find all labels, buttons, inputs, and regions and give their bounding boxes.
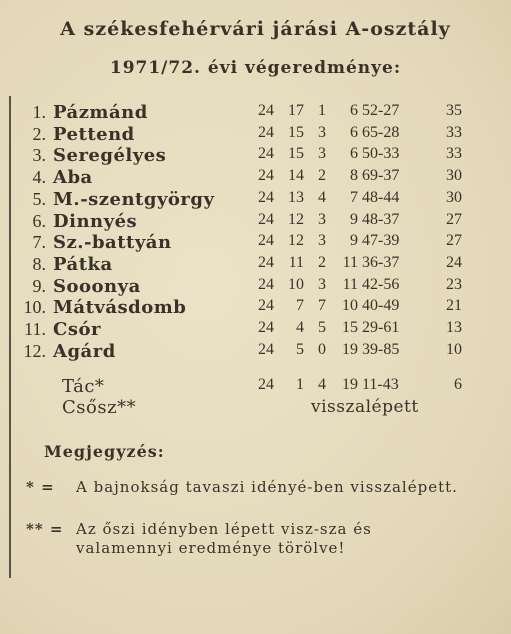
points: 27 [446,210,462,228]
drawn: 4 [318,188,326,206]
won: 7 [296,297,304,315]
drawn: 0 [318,340,326,358]
team-name: Pázmánd [53,102,148,123]
points: 33 [446,123,462,141]
drawn: 7 [318,297,326,315]
rank: 8. [32,253,46,274]
goals: 65-28 [362,123,400,141]
note-mark: * = [26,478,55,496]
points: 24 [446,253,462,271]
lost: 19 [342,376,358,393]
won: 15 [288,145,304,163]
drawn: 3 [318,232,326,250]
lost: 15 [342,319,358,336]
won: 17 [288,102,304,119]
team-name: Csősz** [62,397,137,418]
table-row [0,297,511,319]
drawn: 4 [318,376,326,393]
team-name: Sz.-battyán [53,232,172,254]
table-row [0,167,511,189]
played: 24 [258,275,274,293]
team-name: Dinnyés [53,210,138,232]
lost: 11 [342,253,358,271]
won: 15 [288,123,304,141]
drawn: 3 [318,145,326,163]
lost: 6 [350,102,358,119]
won: 1 [296,376,304,393]
won: 12 [288,210,304,228]
played: 24 [258,297,274,315]
won: 4 [296,319,304,336]
rank: 11. [24,319,46,339]
drawn: 3 [318,275,326,293]
goals: 36-37 [362,253,400,271]
played: 24 [258,376,274,393]
goals: 29-61 [362,319,400,336]
lost: 6 [350,145,358,163]
won: 5 [296,340,304,358]
rank: 10. [23,297,46,318]
table-row [0,102,511,124]
table-row [0,341,511,363]
played: 24 [258,145,274,163]
drawn: 3 [318,123,326,141]
note-text: A bajnokság tavaszi idényé-ben visszalépett. [76,478,458,496]
team-name: Tác* [62,376,105,397]
team-name: Pettend [53,123,135,145]
team-name: Mátvásdomb [53,297,187,319]
team-name: M.-szentgyörgy [53,188,215,210]
played: 24 [258,253,274,271]
goals: 48-44 [362,188,400,206]
table-row [0,254,511,276]
rank: 5. [32,188,46,209]
rank: 1. [32,102,46,122]
rank: 4. [32,167,46,188]
drawn: 3 [318,210,326,228]
heading-line-1: A székesfehérvári járási A-osztály [60,18,451,40]
points: 30 [446,167,462,185]
table-row [0,145,511,167]
drawn: 5 [318,319,326,336]
played: 24 [258,188,274,206]
lost: 10 [342,297,358,315]
goals: 11-43 [362,376,399,393]
drawn: 2 [318,167,326,185]
points: 33 [446,145,462,163]
points: 6 [454,376,462,393]
lost: 8 [350,167,358,185]
goals: 50-33 [362,145,400,163]
notes-heading: Megjegyzés: [44,442,165,461]
points: 13 [446,319,462,336]
heading-line-2: 1971/72. évi végeredménye: [109,58,402,78]
played: 24 [258,340,274,358]
goals: 69-37 [362,167,400,185]
lost: 11 [342,275,358,293]
won: 11 [288,253,304,271]
rank: 3. [32,145,46,166]
won: 10 [288,275,304,293]
table-row [0,276,511,298]
rank: 2. [32,123,46,144]
withdrawn-status: visszalépett [311,397,419,417]
lost: 19 [342,340,358,358]
note-text: Az őszi idényben lépett visz-sza és valamennyi eredménye törölve! [76,520,372,557]
goals: 42-56 [362,275,400,293]
table-row [0,319,511,341]
lost: 9 [350,232,358,250]
won: 13 [288,188,304,206]
played: 24 [258,123,274,141]
team-name: Pátka [53,253,113,275]
table-row [0,189,511,211]
played: 24 [258,232,274,250]
lost: 9 [350,210,358,228]
rank: 9. [32,275,46,296]
rank: 6. [32,210,46,231]
points: 10 [446,340,462,358]
lost: 7 [350,188,358,206]
rank: 7. [32,232,46,253]
goals: 39-85 [362,340,400,358]
note-mark: ** = [26,520,64,538]
played: 24 [258,102,274,119]
table-row [0,124,511,146]
won: 12 [288,232,304,250]
lost: 6 [350,123,358,141]
played: 24 [258,319,274,336]
points: 30 [446,188,462,206]
extra-row-tac [0,376,511,398]
goals: 40-49 [362,297,400,315]
team-name: Aba [53,167,93,189]
team-name: Csór [53,319,101,340]
played: 24 [258,167,274,185]
points: 21 [446,297,462,315]
goals: 47-39 [362,232,400,250]
won: 14 [288,167,304,185]
points: 27 [446,232,462,250]
rank: 12. [23,340,46,361]
table-row [0,232,511,254]
drawn: 1 [318,102,326,119]
team-name: Seregélyes [53,145,167,167]
goals: 52-27 [362,102,400,119]
points: 35 [446,102,462,119]
drawn: 2 [318,253,326,271]
played: 24 [258,210,274,228]
goals: 48-37 [362,210,400,228]
table-row [0,211,511,233]
extra-row-csosz [0,397,511,419]
points: 23 [446,275,462,293]
team-name: Agárd [53,340,116,362]
team-name: Sooonya [53,275,141,297]
